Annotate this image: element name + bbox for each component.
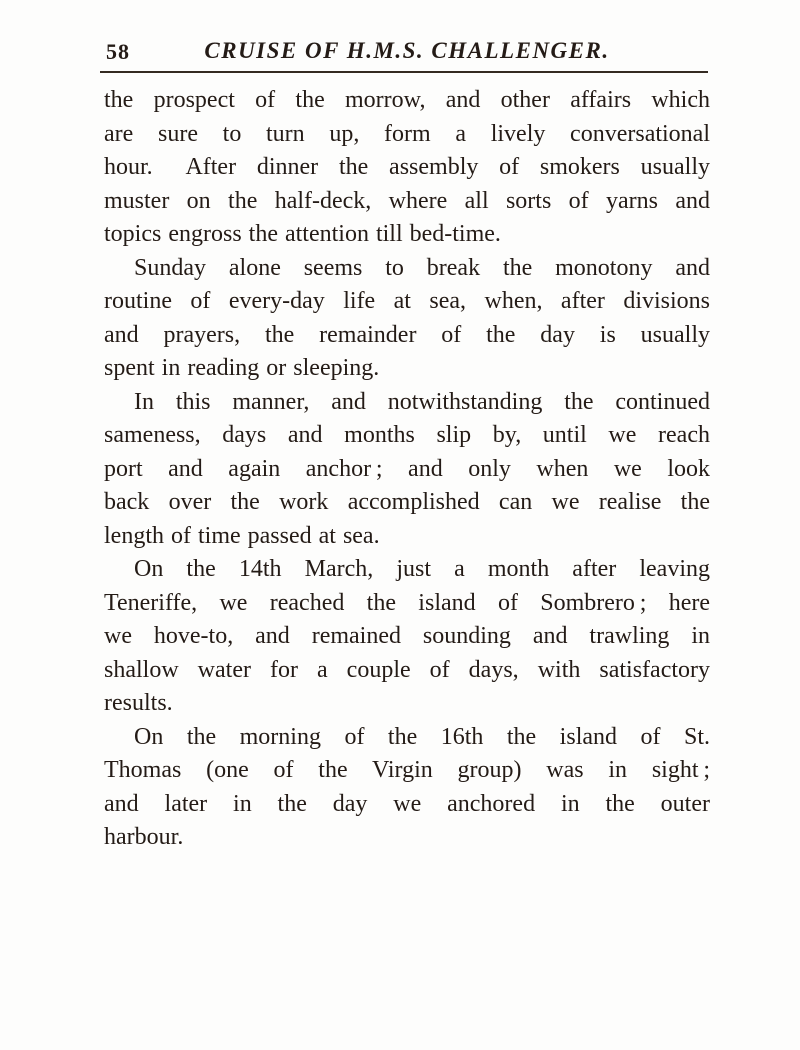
text-line: harbour. — [104, 824, 184, 850]
text-line: length of time passed at sea. — [104, 522, 380, 549]
paragraph — [104, 553, 710, 721]
text-line: shallow water for a couple of days, with satisfactory — [104, 656, 710, 683]
text-line: we hove-to, and remained sounding and trawling in — [104, 623, 710, 649]
text-line: topics engross the attention till bed-time. — [104, 221, 501, 247]
paragraph — [104, 84, 710, 252]
text-line: On the morning of the 16th the island of St. — [134, 723, 710, 750]
text-line: On the 14th March, just a month after leaving — [134, 556, 710, 582]
page-number: 58 — [106, 39, 130, 64]
text-line: back over the work accomplished can we realise the — [104, 489, 710, 515]
text-line: port and again anchor ; and only when we look — [104, 455, 710, 482]
text-line: and prayers, the remainder of the day is usually — [104, 321, 710, 348]
text-line: Thomas (one of the Virgin group) was in sight ; — [104, 757, 710, 783]
page-text — [104, 84, 710, 855]
text-line: routine of every-day life at sea, when, after divisions — [104, 288, 710, 314]
paragraph — [104, 386, 710, 554]
text-line: results. — [104, 690, 173, 716]
text-line: muster on the half-deck, where all sorts of yarns and — [104, 187, 710, 214]
paragraph — [104, 252, 710, 386]
text-line: Teneriffe, we reached the island of Sombrero ; here — [104, 589, 710, 616]
text-line: spent in reading or sleeping. — [104, 355, 380, 381]
text-line: In this manner, and notwithstanding the continued — [134, 388, 710, 415]
text-line: are sure to turn up, form a lively conversational — [104, 120, 710, 147]
text-line: hour. After dinner the assembly of smokers usually — [104, 154, 710, 180]
text-line: the prospect of the morrow, and other affairs which — [104, 87, 710, 113]
running-title: CRUISE OF H.M.S. CHALLENGER. — [204, 38, 610, 63]
text-line: and later in the day we anchored in the outer — [104, 790, 710, 817]
text-line: Sunday alone seems to break the monotony and — [134, 254, 710, 281]
header-rule — [100, 71, 708, 73]
text-line: sameness, days and months slip by, until we reach — [104, 422, 710, 448]
page-header — [104, 38, 710, 66]
paragraph — [104, 721, 710, 855]
